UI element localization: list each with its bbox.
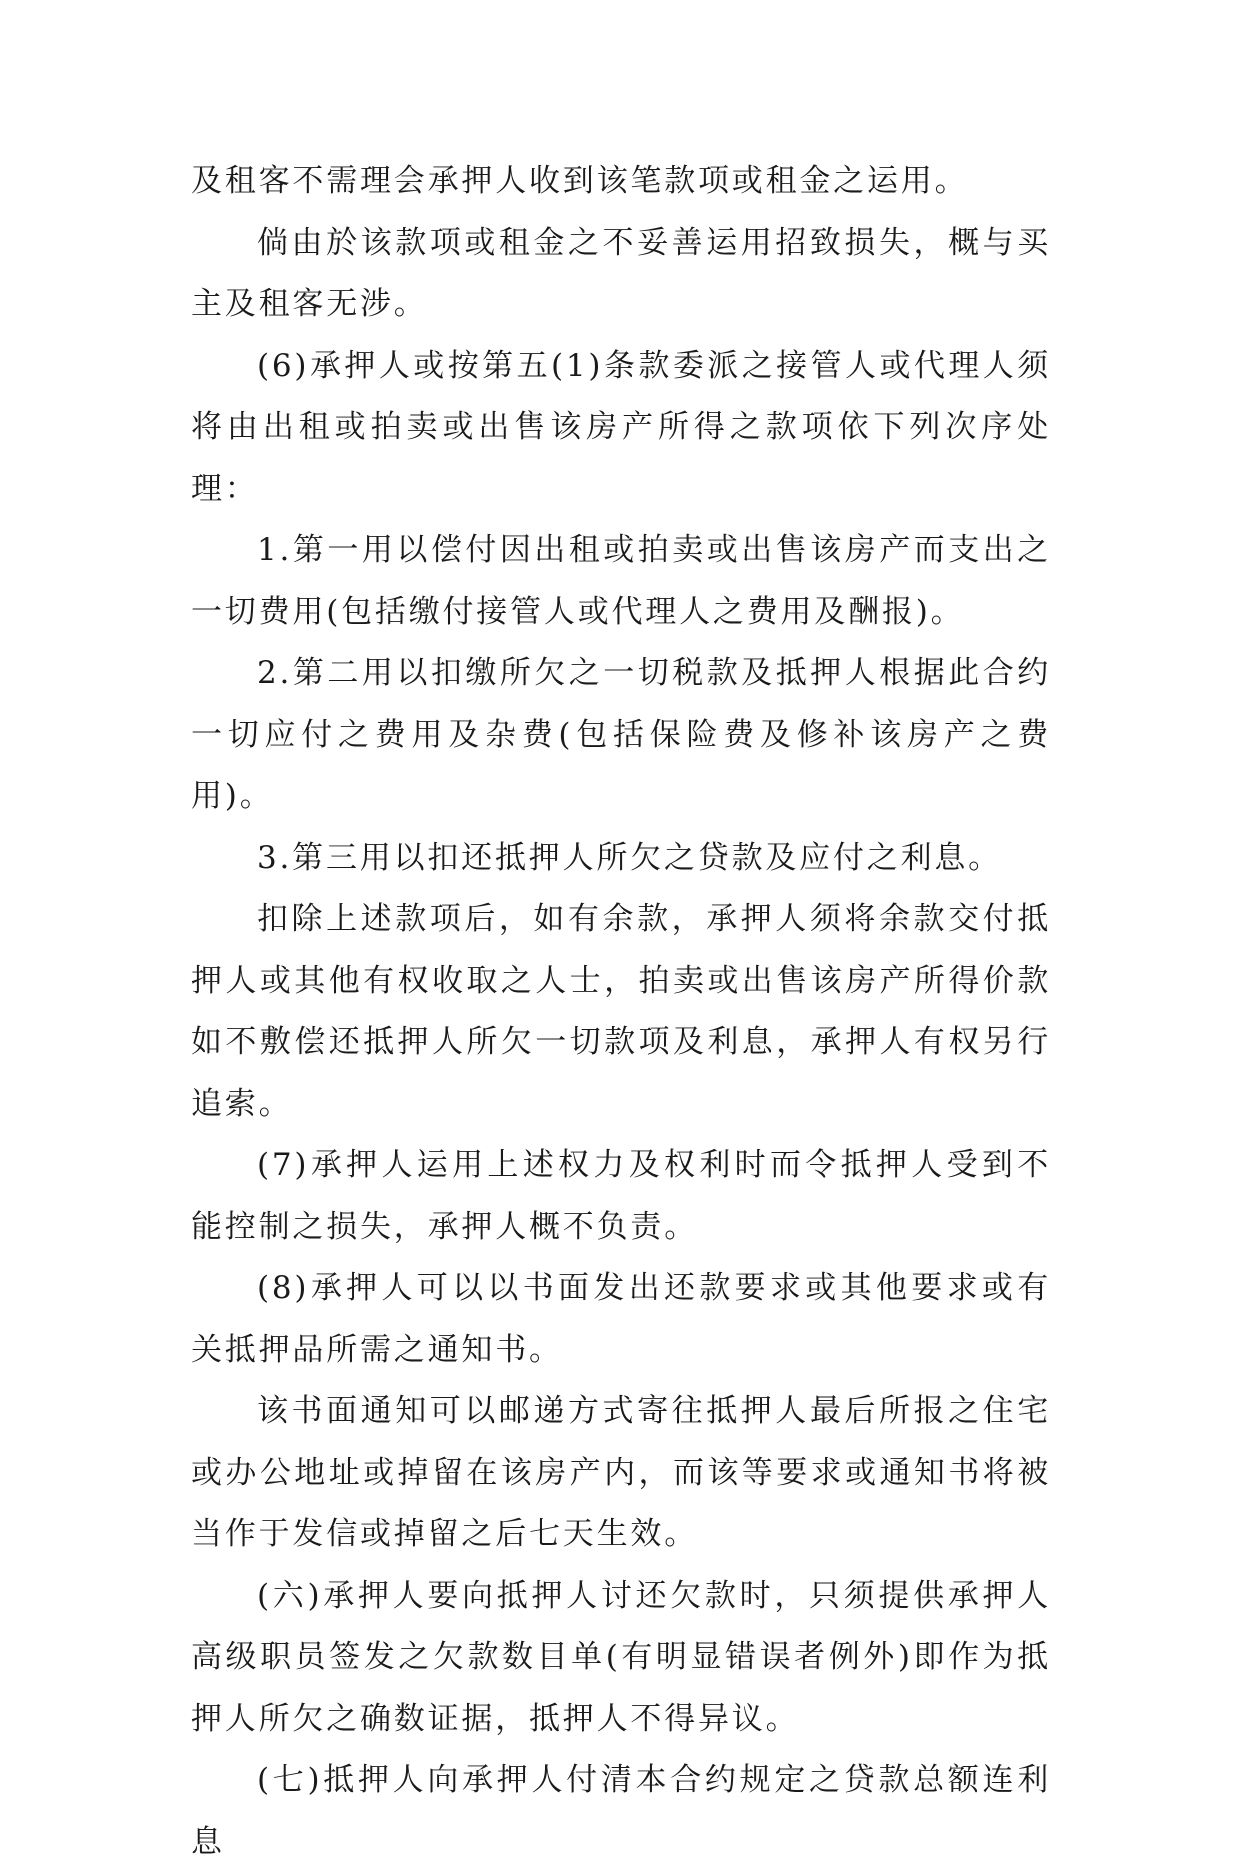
paragraph-item-3: 3.第三用以扣还抵押人所欠之贷款及应付之利息。	[257, 839, 1002, 876]
paragraph-misuse-of-funds: 倘由於该款项或租金之不妥善运用招致损失，概与买主及租客无涉。	[191, 224, 1051, 322]
document-body	[191, 151, 1051, 1873]
paragraph-clause-7: (7)承押人运用上述权力及权利时而令抵押人受到不能控制之损失，承押人概不负责。	[191, 1147, 1051, 1245]
paragraph-clause-6: (6)承押人或按第五(1)条款委派之接管人或代理人须将由出租或拍卖或出售该房产所得之款项依下列次序处理：	[191, 347, 1051, 507]
paragraph-clause-8: (8)承押人可以以书面发出还款要求或其他要求或有关抵押品所需之通知书。	[191, 1270, 1051, 1368]
paragraph-remaining-balance: 扣除上述款项后，如有余款，承押人须将余款交付抵押人或其他有权收取之人士，拍卖或出售该房产所得价款如不敷偿还抵押人所欠一切款项及利息，承押人有权另行追索。	[191, 901, 1051, 1122]
paragraph-item-2: 2.第二用以扣缴所欠之一切税款及抵押人根据此合约一切应付之费用及杂费(包括保险费及修补该房产之费用)。	[191, 655, 1051, 814]
paragraph-item-1: 1.第一用以偿付因出租或拍卖或出售该房产而支出之一切费用(包括缴付接管人或代理人之费用及酬报)。	[191, 532, 1051, 630]
paragraph-continuation: 及租客不需理会承押人收到该笔款项或租金之运用。	[191, 163, 969, 199]
paragraph-section-6: (六)承押人要向抵押人讨还欠款时，只须提供承押人高级职员签发之欠款数目单(有明显错误者例外)即作为抵押人所欠之确数证据，抵押人不得异议。	[191, 1577, 1051, 1737]
paragraph-section-7: (七)抵押人向承押人付清本合约规定之贷款总额连利息	[191, 1762, 1051, 1860]
paragraph-written-notice: 该书面通知可以邮递方式寄往抵押人最后所报之住宅或办公地址或掉留在该房产内，而该等要求或通知书将被当作于发信或掉留之后七天生效。	[191, 1393, 1051, 1552]
